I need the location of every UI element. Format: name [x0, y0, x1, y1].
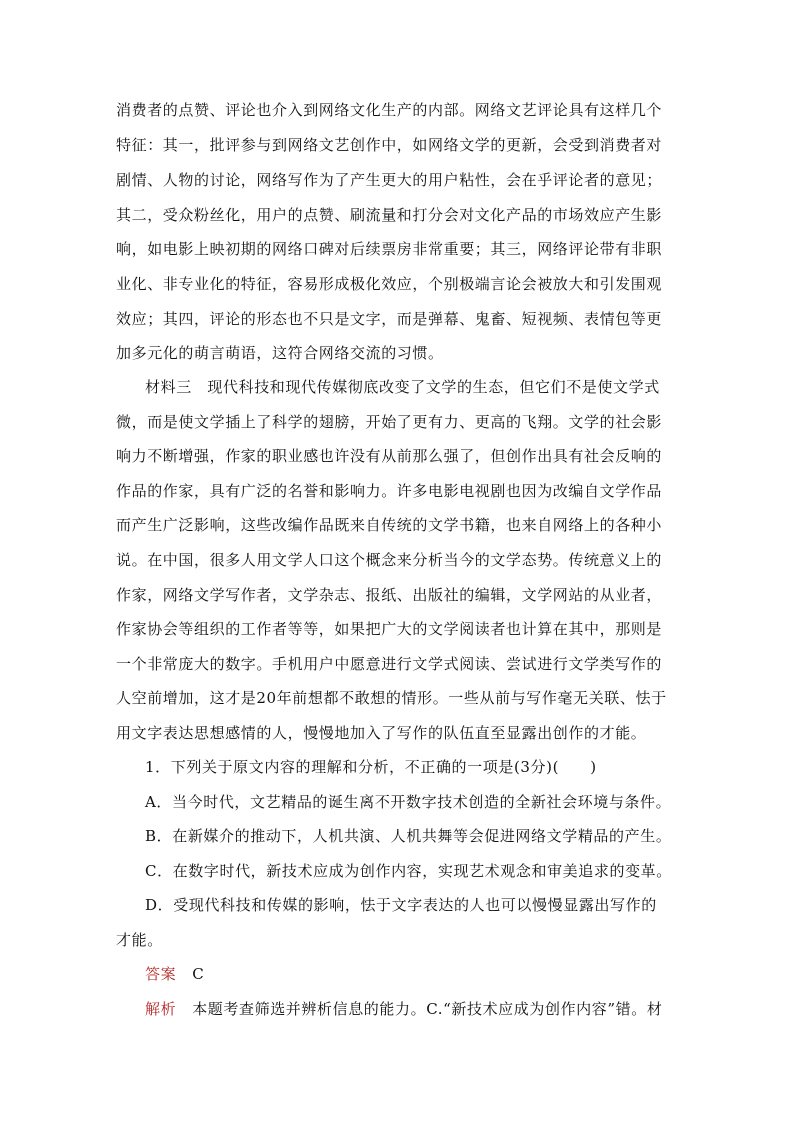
paragraph-line: 作家协会等组织的工作者等等，如果把广大的文学阅读者也计算在其中，那则是 [116, 620, 663, 638]
paragraph-line: 而产生广泛影响，这些改编作品既来自传统的文学书籍，也来自网络上的各种小 [116, 516, 663, 534]
option-b: B．在新媒介的推动下，人机共演、人机共舞等会促进网络文学精品的产生。 [145, 827, 672, 845]
analysis-text: 本题考查筛选并辨析信息的能力。C.“新技术应成为创作内容”错。材 [192, 1000, 663, 1018]
option-c: C．在数字时代，新技术应成为创作内容，实现艺术观念和审美追求的变革。 [145, 862, 672, 880]
answer-value: C [192, 965, 205, 983]
paragraph-line: 作家，网络文学写作者，文学杂志、报纸、出版社的编辑，文学网站的从业者， [116, 586, 663, 604]
paragraph-line: 效应；其四，评论的形态也不只是文字，而是弹幕、鬼畜、短视频、表情包等更 [116, 310, 663, 328]
paragraph-line: 用文字表达思想感情的人，慢慢地加入了写作的队伍直至显露出创作的才能。 [116, 724, 647, 742]
paragraph-line: 微，而是使文学插上了科学的翅膀，开始了更有力、更高的飞翔。文学的社会影 [116, 413, 663, 431]
paragraph-line: 响，如电影上映初期的网络口碑对后续票房非常重要；其三，网络评论带有非职 [116, 240, 663, 258]
paragraph-line: 说。在中国，很多人用文学人口这个概念来分析当今的文学态势。传统意义上的 [116, 551, 663, 569]
analysis-line [145, 999, 662, 1019]
analysis-label: 解析 [145, 1000, 177, 1018]
paragraph-line: 消费者的点赞、评论也介入到网络文化生产的内部。网络文艺评论具有这样几个 [116, 101, 663, 119]
paragraph-line: 剧情、人物的讨论，网络写作为了产生更大的用户粘性，会在乎评论者的意见； [116, 171, 663, 189]
paragraph-line: 响力不断增强，作家的职业感也许没有从前那么强了，但创作出具有社会反响的 [116, 447, 663, 465]
paragraph-line: 加多元化的萌言萌语，这符合网络交流的习惯。 [116, 344, 444, 362]
option-d: D．受现代科技和传媒的影响，怯于文字表达的人也可以慢慢显露出写作的 [145, 896, 657, 914]
paragraph-line: 作品的作家，具有广泛的名誉和影响力。许多电影电视剧也因为改编自文学作品 [116, 482, 663, 500]
material3-first-line: 材料三 现代科技和现代传媒彻底改变了文学的生态，但它们不是使文学式 [145, 378, 660, 396]
answer-line [145, 964, 204, 984]
option-d-continued: 才能。 [116, 931, 163, 949]
paragraph-line: 业化、非专业化的特征，容易形成极化效应，个别极端言论会被放大和引发围观 [116, 275, 663, 293]
question-stem: 1．下列关于原文内容的理解和分析，不正确的一项是(3分)( ) [145, 758, 597, 776]
answer-label: 答案 [145, 965, 177, 983]
paragraph-line: 一个非常庞大的数字。手机用户中愿意进行文学式阅读、尝试进行文学类写作的 [116, 655, 663, 673]
paragraph-line: 特征：其一，批评参与到网络文艺创作中，如网络文学的更新，会受到消费者对 [116, 136, 663, 154]
option-a: A．当今时代，文艺精品的诞生离不开数字技术创造的全新社会环境与条件。 [145, 793, 672, 811]
paragraph-line: 人空前增加，这才是20年前想都不敢想的情形。一些从前与写作毫无关联、怯于 [116, 689, 667, 707]
paragraph-line: 其二，受众粉丝化，用户的点赞、刷流量和打分会对文化产品的市场效应产生影 [116, 206, 663, 224]
